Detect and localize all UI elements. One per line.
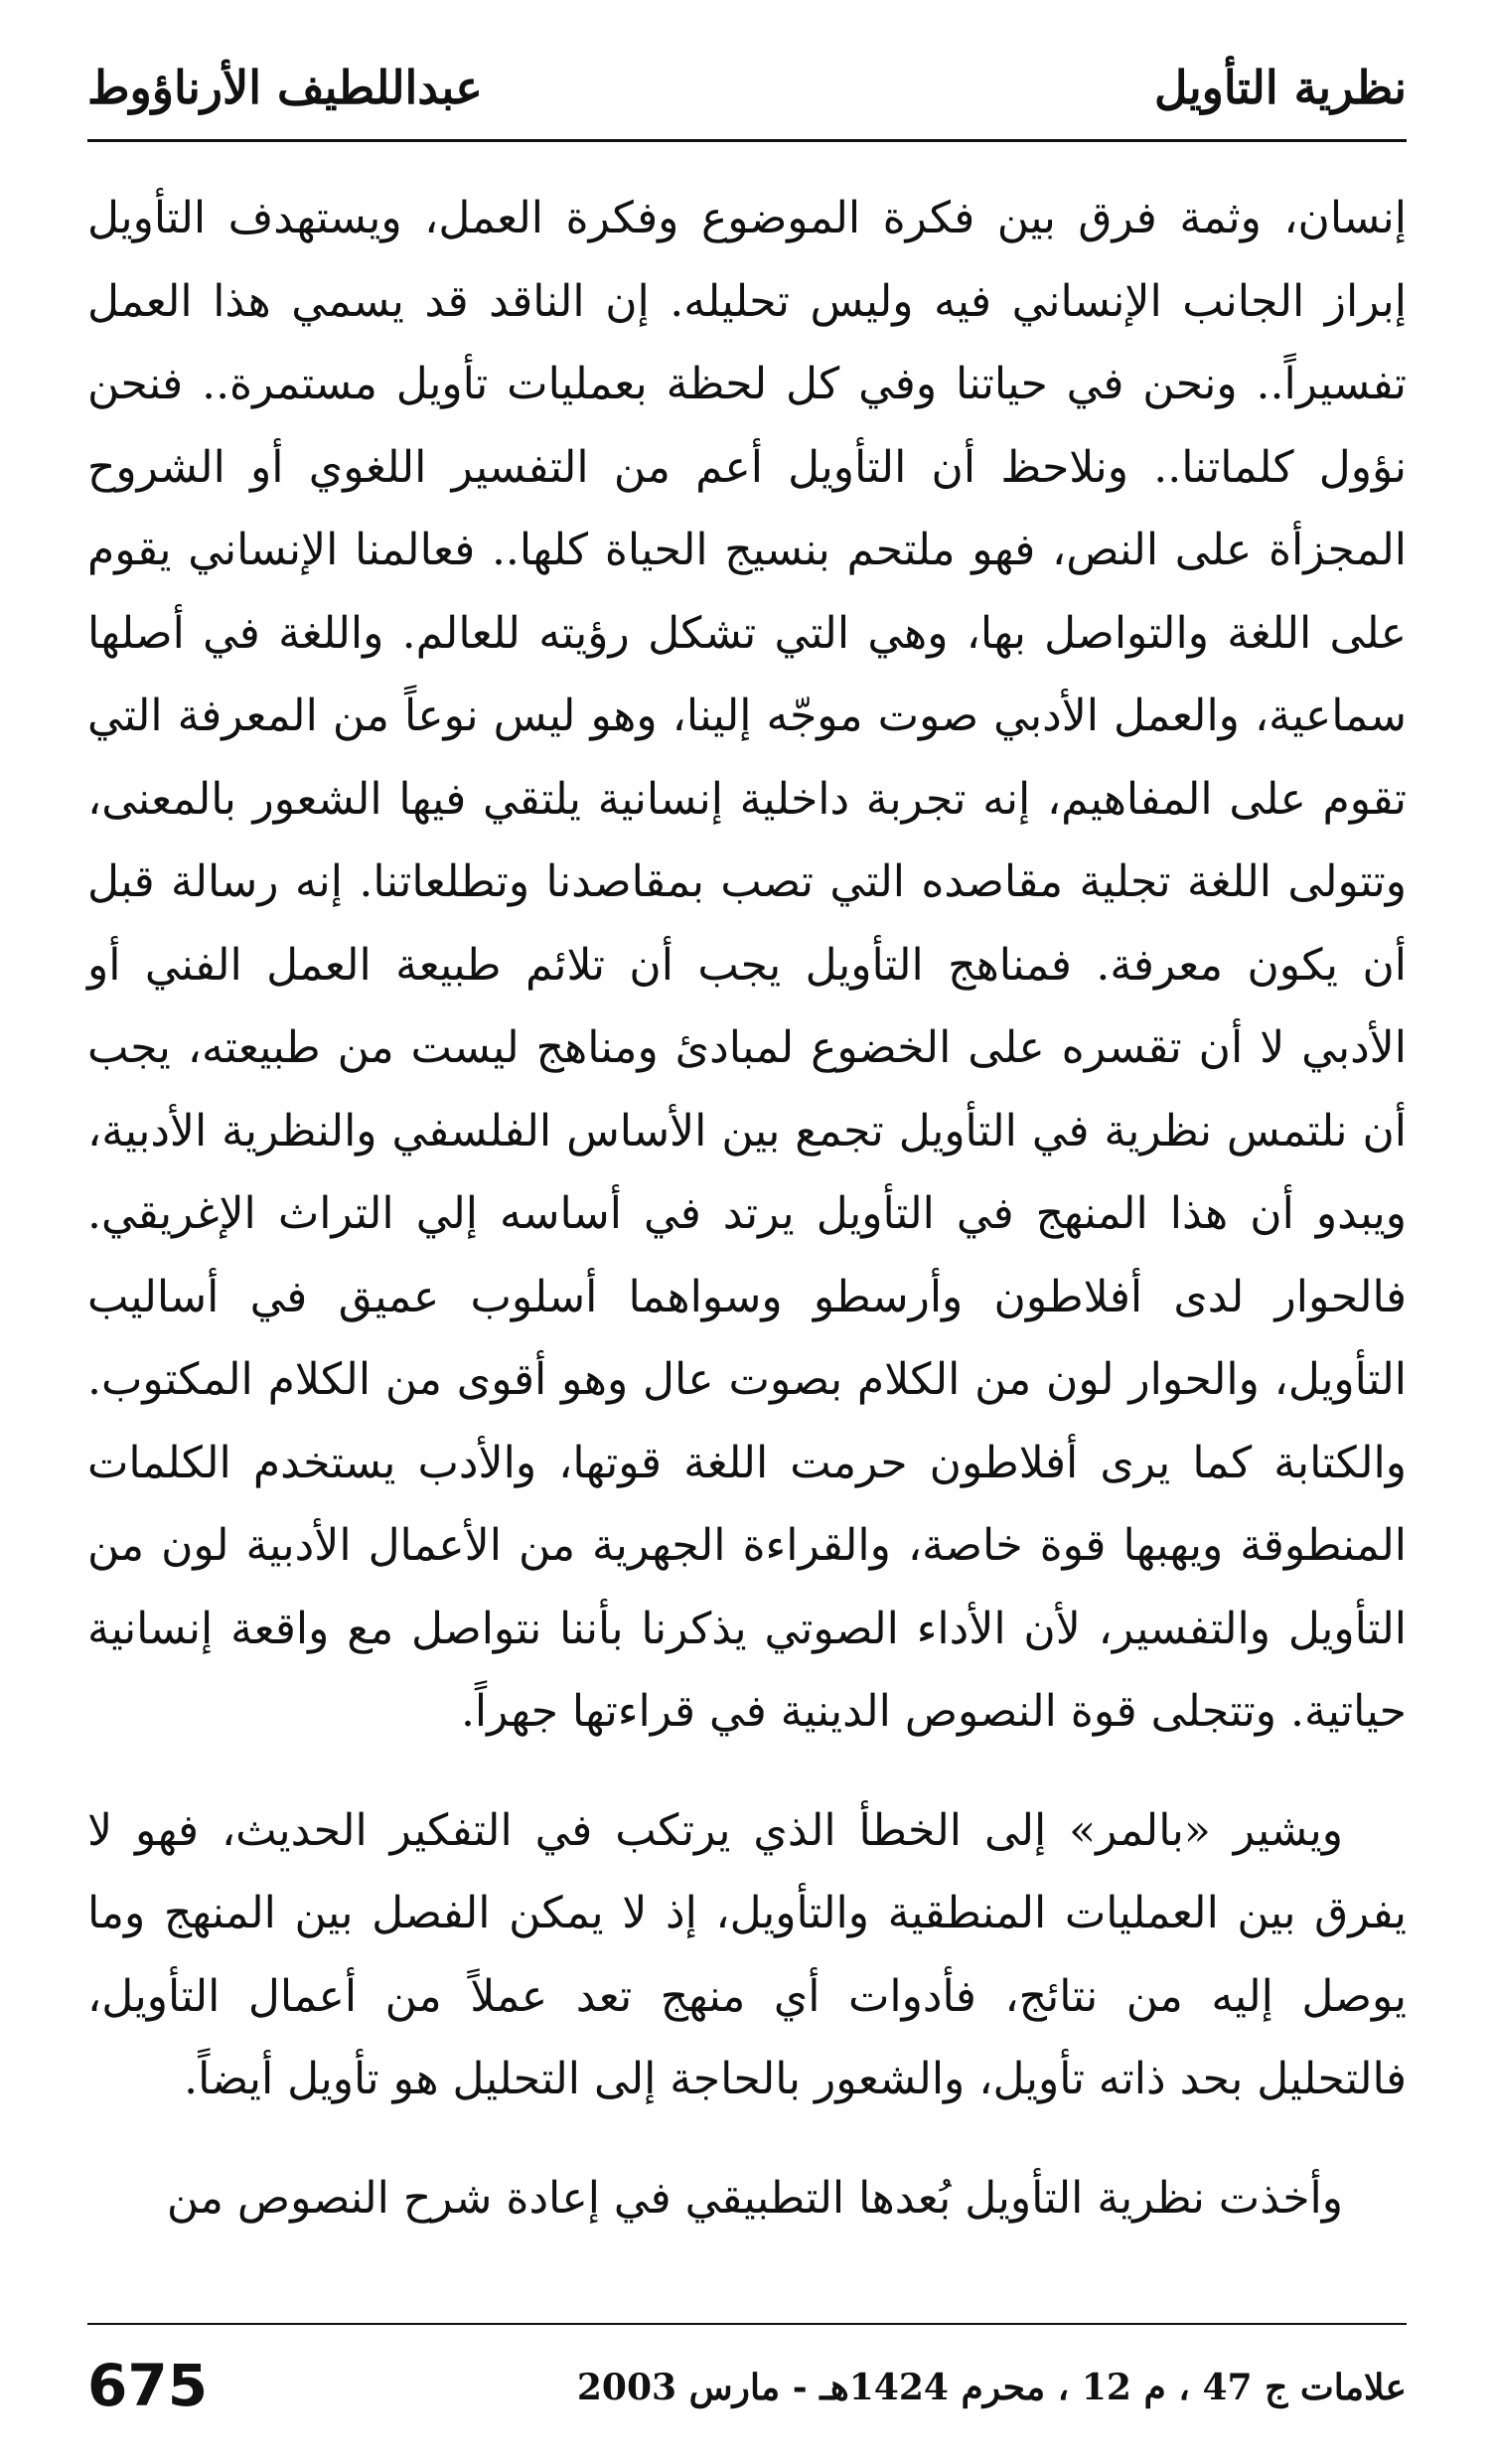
running-title: نظرية التأويل bbox=[1154, 61, 1407, 114]
footer-rule bbox=[87, 2323, 1407, 2325]
page-footer bbox=[87, 2351, 1407, 2430]
paragraph-3: وأخذت نظرية التأويل بُعدها التطبيقي في إعادة شرح النصوص من bbox=[166, 2172, 1343, 2224]
running-author: عبداللطيف الأرناؤوط bbox=[87, 61, 483, 114]
header-rule bbox=[87, 139, 1407, 142]
page-number: 675 bbox=[87, 2352, 209, 2419]
journal-citation: علامات ج 47 ، م 12 ، محرم 1424هـ - مارس 2003 bbox=[576, 2367, 1407, 2408]
body-text bbox=[87, 177, 1407, 2239]
paragraph-2: ويشير «بالمر» إلى الخطأ الذي يرتكب في التفكير الحديث، فهو لا يفرق بين العمليات المنطقية والتأويل، إذ لا يمكن الفصل بين المنهج وما يوصل إليه من نتائج، فأدوات أي منهج تعد عملاً من أعمال التأويل، فالتحليل بحد ذاته تأويل، والشعور بالحاجة إلى التحليل هو تأويل أيضاً. bbox=[87, 1804, 1407, 2104]
paragraph-1: إنسان، وثمة فرق بين فكرة الموضوع وفكرة العمل، ويستهدف التأويل إبراز الجانب الإنساني فيه وليس تحليله. إن الناقد قد يسمي هذا العمل تفسيراً.. ونحن في حياتنا وفي كل لحظة بعمليات تأويل مستمرة.. فنحن نؤول كلماتنا.. ونلاحظ أن التأويل أعم من التفسير اللغوي أو الشروح المجزأة على النص، فهو ملتحم بنسيج الحياة كلها.. فعالمنا الإنساني يقوم على اللغة والتواصل بها، وهي التي تشكل رؤيته للعالم. واللغة في أصلها سماعية، والعمل الأدبي صوت موجّه إلينا، وهو ليس نوعاً من المعرفة التي تقوم على المفاهيم، إنه تجربة داخلية إنسانية يلتقي فيها الشعور بالمعنى، وتتولى اللغة تجلية مقاصده التي تصب بمقاصدنا وتطلعاتنا. إنه رسالة قبل أن يكون معرفة. فمناهج التأويل يجب أن تلائم طبيعة العمل الفني أو الأدبي لا أن تقسره على الخضوع لمبادئ ومناهج ليست من طبيعته، يجب أن نلتمس نظرية في التأويل تجمع بين الأساس الفلسفي والنظرية الأدبية، ويبدو أن هذا المنهج في التأويل يرتد في أساسه إلي التراث الإغريقي. فالحوار لدى أفلاطون وأرسطو وسواهما أسلوب عميق في أساليب التأويل، والحوار لون من الكلام بصوت عال وهو أقوى من الكلام المكتوب. والكتابة كما يرى أفلاطون حرمت اللغة قوتها، والأدب يستخدم الكلمات المنطوقة ويهبها قوة خاصة، والقراءة الجهرية من الأعمال الأدبية لون من التأويل والتفسير، لأن الأداء الصوتي يذكرنا بأننا نتواصل مع واقعة إنسانية حياتية. وتتجلى قوة النصوص الدينية في قراءتها جهراً. bbox=[87, 193, 1408, 1737]
running-header bbox=[87, 40, 1407, 129]
